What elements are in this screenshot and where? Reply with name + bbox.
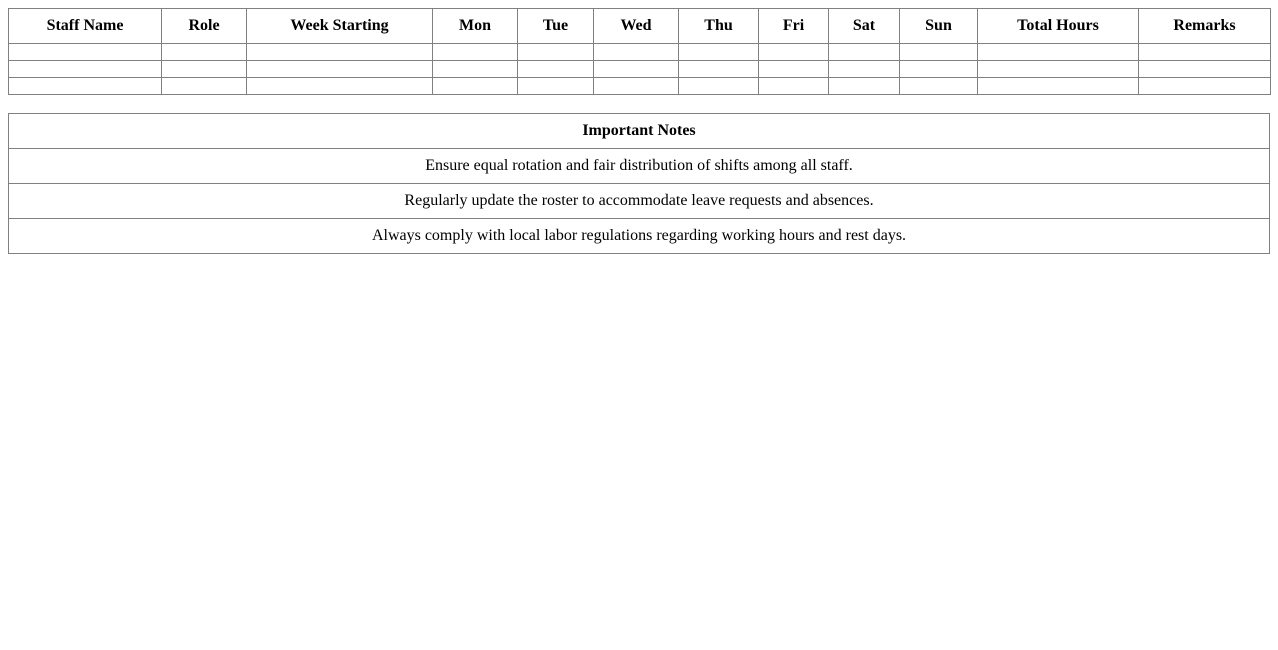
header-wed: Wed	[594, 9, 679, 44]
header-tue: Tue	[518, 9, 594, 44]
table-cell	[900, 78, 978, 95]
notes-header-row	[9, 114, 1270, 149]
header-sat: Sat	[829, 9, 900, 44]
table-cell	[162, 44, 247, 61]
table-row	[9, 61, 1271, 78]
table-cell	[978, 44, 1139, 61]
table-cell	[433, 61, 518, 78]
header-role: Role	[162, 9, 247, 44]
header-staff-name: Staff Name	[9, 9, 162, 44]
note-row	[9, 219, 1270, 254]
table-cell	[9, 61, 162, 78]
table-cell	[829, 44, 900, 61]
table-cell	[759, 78, 829, 95]
table-cell	[829, 61, 900, 78]
table-cell	[1139, 78, 1271, 95]
table-cell	[829, 78, 900, 95]
table-cell	[594, 44, 679, 61]
table-cell	[900, 61, 978, 78]
table-cell	[759, 61, 829, 78]
table-cell	[978, 78, 1139, 95]
notes-title: Important Notes	[9, 114, 1270, 149]
table-cell	[247, 61, 433, 78]
table-cell	[900, 44, 978, 61]
note-item: Regularly update the roster to accommodate leave requests and absences.	[9, 184, 1270, 219]
table-cell	[679, 78, 759, 95]
table-cell	[162, 61, 247, 78]
note-row	[9, 184, 1270, 219]
table-cell	[679, 61, 759, 78]
header-sun: Sun	[900, 9, 978, 44]
table-cell	[433, 44, 518, 61]
header-total-hours: Total Hours	[978, 9, 1139, 44]
table-cell	[433, 78, 518, 95]
table-cell	[518, 61, 594, 78]
notes-table	[8, 113, 1270, 254]
table-cell	[9, 44, 162, 61]
table-cell	[978, 61, 1139, 78]
table-cell	[759, 44, 829, 61]
roster-header-row	[9, 9, 1271, 44]
roster-table	[8, 8, 1271, 95]
table-cell	[679, 44, 759, 61]
table-cell	[1139, 61, 1271, 78]
header-week-starting: Week Starting	[247, 9, 433, 44]
table-cell	[9, 78, 162, 95]
header-fri: Fri	[759, 9, 829, 44]
table-row	[9, 78, 1271, 95]
table-cell	[518, 78, 594, 95]
note-row	[9, 149, 1270, 184]
table-cell	[518, 44, 594, 61]
table-cell	[162, 78, 247, 95]
page-content	[8, 8, 1270, 254]
table-row	[9, 44, 1271, 61]
table-cell	[247, 44, 433, 61]
table-cell	[247, 78, 433, 95]
note-item: Always comply with local labor regulations regarding working hours and rest days.	[9, 219, 1270, 254]
header-remarks: Remarks	[1139, 9, 1271, 44]
table-cell	[594, 61, 679, 78]
note-item: Ensure equal rotation and fair distribution of shifts among all staff.	[9, 149, 1270, 184]
table-cell	[1139, 44, 1271, 61]
header-mon: Mon	[433, 9, 518, 44]
table-cell	[594, 78, 679, 95]
header-thu: Thu	[679, 9, 759, 44]
